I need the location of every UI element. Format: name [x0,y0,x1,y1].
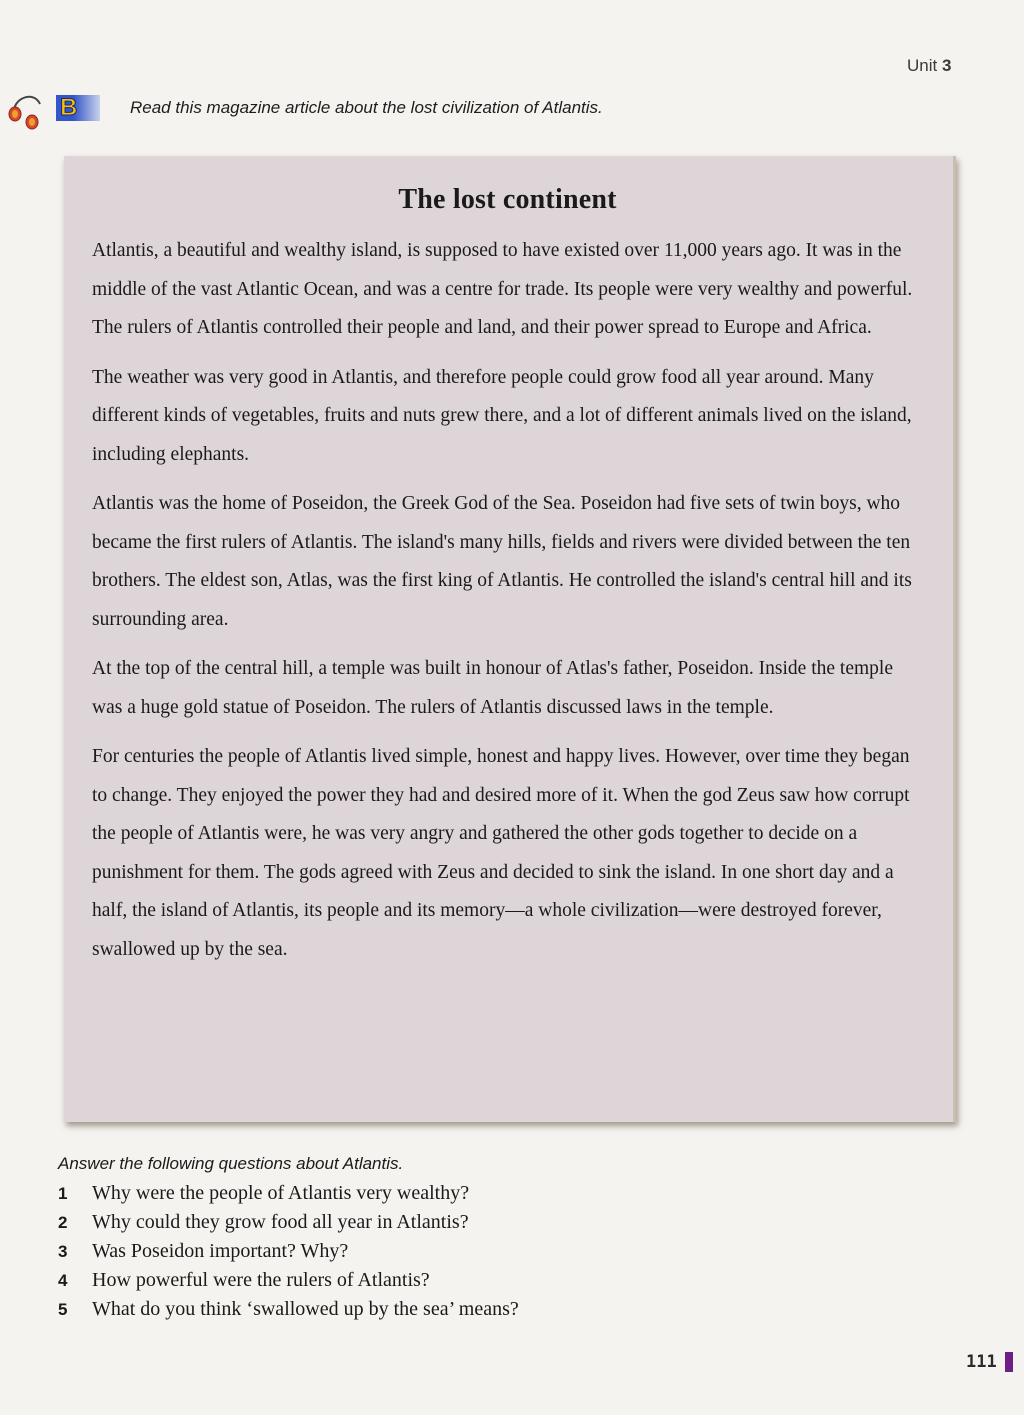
question-item [58,1211,758,1240]
question-item [58,1182,758,1211]
unit-number: 3 [941,56,952,75]
question-number: 3 [58,1242,68,1261]
questions-intro: Answer the following questions about Atlantis. [58,1154,404,1173]
question-item [58,1269,758,1298]
page-number [966,1352,1013,1372]
question-text: Why were the people of Atlantis very wealthy? [92,1182,470,1204]
article-paragraph: At the top of the central hill, a temple was built in honour of Atlas's father, Poseidon. Inside the temple was a huge gold statue of Poseidon. The rulers of Atlantis discussed laws in the temple. [92,658,893,718]
instruction-text: Read this magazine article about the lost civilization of Atlantis. [130,98,603,117]
question-item [58,1298,758,1327]
question-number: 2 [58,1213,68,1232]
article-title: The lost continent [398,184,617,215]
question-text: What do you think ‘swallowed up by the sea’ means? [92,1298,519,1320]
page-number-text: 111 [966,1352,997,1372]
article-box [64,156,956,1122]
section-badge [56,95,100,121]
unit-word: Unit [907,56,938,75]
questions-section [58,1154,758,1327]
question-item [58,1240,758,1269]
article-paragraph: Atlantis, a beautiful and wealthy island, is supposed to have existed over 11,000 years ago. It was in the middle of the vast Atlantic Ocean, and was a centre for trade. Its people were very wealthy and powerful. The rulers of Atlantis controlled their people and land, and their power spread to Europe and Africa. [92,240,913,338]
headphones-icon[interactable] [4,86,48,130]
section-letter: B [60,94,78,121]
question-number: 5 [58,1300,68,1319]
question-text: How powerful were the rulers of Atlantis? [92,1269,430,1291]
question-number: 1 [58,1184,68,1203]
article-paragraph: For centuries the people of Atlantis lived simple, honest and happy lives. However, over time they began to change. They enjoyed the power they had and desired more of it. When the god Zeus saw how corrupt the people of Atlantis were, he was very angry and gathered the other gods together to decide on a punishment for them. The gods agreed with Zeus and decided to sink the island. In one short day and a half, the island of Atlantis, its people and its memory—a whole civilization—were destroyed forever, swallowed up by the sea. [92,746,910,960]
question-text: Was Poseidon important? Why? [92,1240,349,1262]
article-paragraph: The weather was very good in Atlantis, and therefore people could grow food all year around. Many different kinds of vegetables, fruits and nuts grew there, and a lot of different animals lived on the island, including elephants. [92,366,912,465]
question-number: 4 [58,1271,68,1290]
unit-label [907,56,951,76]
question-text: Why could they grow food all year in Atlantis? [92,1211,469,1233]
article-paragraph: Atlantis was the home of Poseidon, the Greek God of the Sea. Poseidon had five sets of twin boys, who became the first rulers of Atlantis. The island's many hills, fields and rivers were divided between the ten brothers. The eldest son, Atlas, was the first king of Atlantis. He controlled the island's central hill and its surrounding area. [92,493,912,630]
page-marker [1005,1352,1013,1372]
section-header [4,86,603,130]
